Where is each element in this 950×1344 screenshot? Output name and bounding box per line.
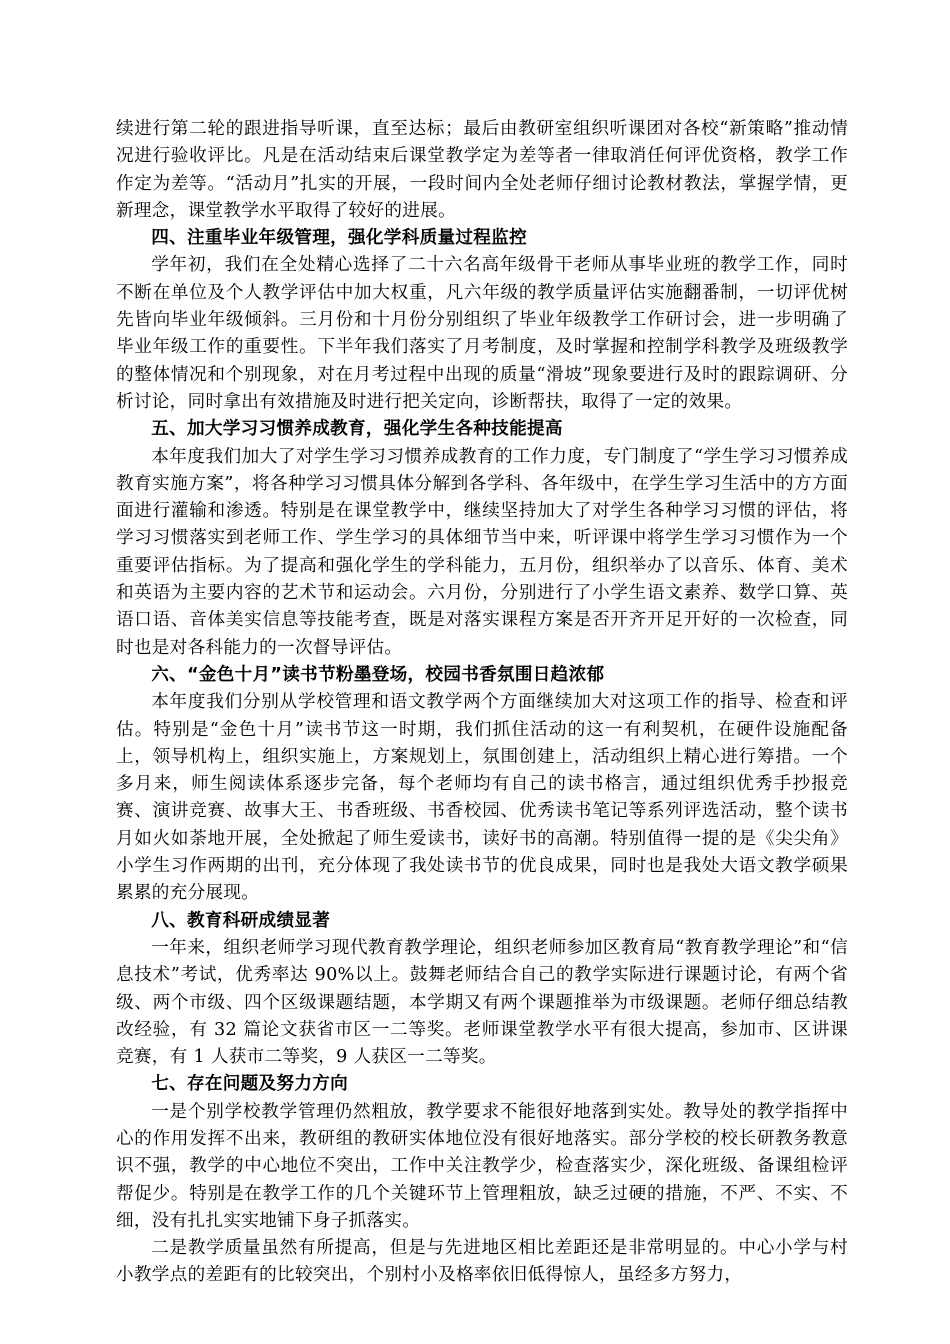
body-paragraph: 学年初，我们在全处精心选择了二十六名高年级骨干老师从事毕业班的教学工作，同时不断在单位及个人教学评估中加大权重，凡六年级的教学质量评估实施翻番制，一切评优树先皆向毕业年级倾斜。三月份和十月份分别组织了毕业年级教学工作研讨会，进一步明确了毕业年级工作的重要性。下半年我们落实了月考制度，及时掌握和控制学科教学及班级教学的整体情况和个别现象，对在月考过程中出现的质量“滑坡”现象要进行及时的跟踪调研、分析讨论，同时拿出有效措施及时进行把关定向，诊断帮扶，取得了一定的效果。 <box>116 255 848 412</box>
body-paragraph: 一年来，组织老师学习现代教育教学理论，组织老师参加区教育局“教育教学理论”和“信息技术”考试，优秀率达 90%以上。鼓舞老师结合自己的教学实际进行课题讨论，有两个省级、两个市级、四个区级课题结题，本学期又有两个课题推举为市级课题。老师仔细总结教改经验，有 32 篇论文获省市区一二等奖。老师课堂教学水平有很大提高，参加市、区讲课竞赛，有 1 人获市二等奖，9 人获区一二等奖。 <box>116 937 848 1068</box>
section-heading: 八、教育科研成绩显著 <box>151 910 331 931</box>
document-page <box>116 116 848 1290</box>
body-paragraph: 一是个别学校教学管理仍然粗放，教学要求不能很好地落到实处。教导处的教学指挥中心的作用发挥不出来，教研组的教研实体地位没有很好地落实。部分学校的校长研教务教意识不强，教学的中心地位不突出，工作中关注教学少，检查落实少，深化班级、备课组检评帮促少。特别是在教学工作的几个关键环节上管理粗放，缺乏过硬的措施，不严、不实、不细，没有扎扎实实地铺下身子抓落实。 <box>116 1101 848 1231</box>
section-heading: 五、加大学习习惯养成教育，强化学生各种技能提高 <box>151 419 563 440</box>
body-paragraph: 本年度我们加大了对学生学习习惯养成教育的工作力度，专门制度了“学生学习习惯养成教育实施方案”，将各种学习习惯具体分解到各学科、各年级中，在学生学习生活中的方方面面进行灌输和渗透。特别是在课堂教学中，继续坚持加大了对学生各种学习习惯的评估，将学习习惯落实到老师工作、学生学习的具体细节当中来，听评课中将学生学习习惯作为一个重要评估指标。为了提高和强化学生的学科能力，五月份，组织举办了以音乐、体育、美术和英语为主要内容的艺术节和运动会。六月份，分别进行了小学生语文素养、数学口算、英语口语、音体美实信息等技能考查，既是对落实课程方案是否开齐开足开好的一次检查，同时也是对各科能力的一次督导评估。 <box>116 446 848 658</box>
section-heading: 四、注重毕业年级管理，强化学科质量过程监控 <box>151 228 527 249</box>
body-paragraph: 二是教学质量虽然有所提高，但是与先进地区相比差距还是非常明显的。中心小学与村小教学点的差距有的比较突出，个别村小及格率依旧低得惊人，虽经多方努力， <box>116 1238 848 1286</box>
section-heading: 六、“金色十月”读书节粉墨登场，校园书香氛围日趋浓郁 <box>151 664 605 685</box>
section-heading: 七、存在问题及努力方向 <box>151 1074 349 1095</box>
body-paragraph: 续进行第二轮的跟进指导听课，直至达标；最后由教研室组织听课团对各校“新策略”推动情况进行验收评比。凡是在活动结束后课堂教学定为差等者一律取消任何评优资格，教学工作作定为差等。“活动月”扎实的开展，一段时间内全处老师仔细讨论教材教法，掌握学情，更新理念，课堂教学水平取得了较好的进展。 <box>116 119 848 221</box>
body-paragraph: 本年度我们分别从学校管理和语文教学两个方面继续加大对这项工作的指导、检查和评估。特别是“金色十月”读书节这一时期，我们抓住活动的这一有利契机，在硬件设施配备上，领导机构上，组织实施上，方案规划上，氛围创建上，活动组织上精心进行筹措。一个多月来，师生阅读体系逐步完备，每个老师均有自己的读书格言，通过组织优秀手抄报竞赛、演讲竞赛、故事大王、书香班级、书香校园、优秀读书笔记等系列评选活动，整个读书月如火如荼地开展，全处掀起了师生爱读书，读好书的高潮。特别值得一提的是《尖尖角》小学生习作两期的出刊，充分体现了我处读书节的优良成果，同时也是我处大语文教学硕果累累的充分展现。 <box>116 692 848 904</box>
